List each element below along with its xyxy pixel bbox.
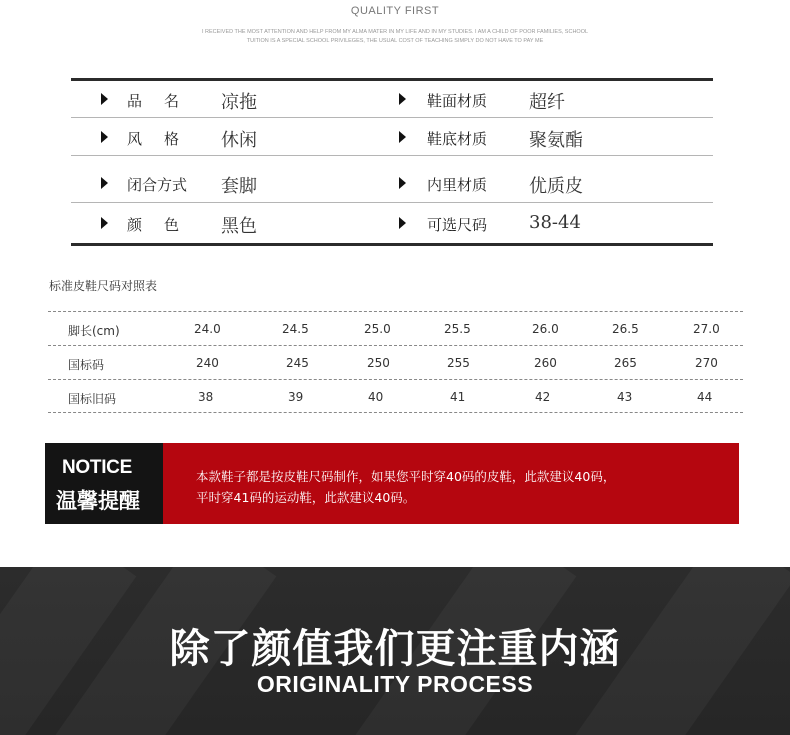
spec-value: 黑色 [221, 216, 257, 237]
notice-title-cn: 温馨提醒 [56, 489, 140, 513]
table-cell: 265 [614, 356, 637, 370]
spec-label: 品名 [127, 92, 202, 110]
table-cell: 40 [368, 390, 384, 404]
spec-row [71, 81, 713, 118]
spec-row [71, 167, 713, 203]
table-cell: 41 [450, 390, 466, 404]
spec-table [71, 78, 713, 246]
table-cell: 27.0 [693, 322, 720, 336]
spec-label: 可选尺码 [427, 216, 488, 234]
table-cell: 25.5 [444, 322, 471, 336]
triangle-right-icon [101, 131, 108, 143]
table-row [48, 379, 743, 413]
triangle-right-icon [101, 177, 108, 189]
table-cell: 38 [198, 390, 214, 404]
spec-label: 内里材质 [427, 176, 488, 194]
notice-text [196, 466, 615, 508]
triangle-right-icon [101, 217, 108, 229]
table-cell: 25.0 [364, 322, 391, 336]
quality-title: QUALITY FIRST [350, 5, 440, 17]
row-label: 国标旧码 [68, 392, 117, 406]
triangle-right-icon [101, 93, 108, 105]
table-cell: 250 [367, 356, 390, 370]
row-label: 国标码 [68, 358, 105, 372]
table-cell: 44 [697, 390, 713, 404]
spec-label: 风格 [127, 130, 202, 148]
table-cell: 245 [286, 356, 309, 370]
notice-badge [45, 443, 163, 524]
triangle-right-icon [399, 177, 406, 189]
notice-title-en: NOTICE [62, 457, 132, 478]
table-cell: 26.0 [532, 322, 559, 336]
row-label: 脚长(cm) [68, 324, 120, 338]
footer-banner [0, 567, 790, 735]
table-cell: 24.0 [194, 322, 221, 336]
triangle-right-icon [399, 93, 406, 105]
table-row [48, 311, 743, 345]
spec-value: 超纤 [529, 92, 565, 113]
table-cell: 255 [447, 356, 470, 370]
table-cell: 26.5 [612, 322, 639, 336]
table-row [48, 345, 743, 379]
spec-value: 38-44 [529, 212, 581, 233]
table-cell: 270 [695, 356, 718, 370]
notice-line: 平时穿41码的运动鞋，此款建议40码。 [196, 490, 416, 505]
spec-value: 凉拖 [221, 92, 257, 113]
triangle-right-icon [399, 131, 406, 143]
table-cell: 39 [288, 390, 304, 404]
footer-title-en: ORIGINALITY PROCESS [256, 671, 534, 697]
spec-value: 休闲 [221, 130, 257, 151]
table-cell: 43 [617, 390, 633, 404]
notice-banner [45, 443, 739, 524]
table-cell: 24.5 [282, 322, 309, 336]
spec-label: 闭合方式 [127, 176, 188, 194]
size-chart-title: 标准皮鞋尺码对照表 [49, 279, 158, 293]
spec-value: 优质皮 [529, 176, 583, 197]
table-cell: 240 [196, 356, 219, 370]
table-cell: 260 [534, 356, 557, 370]
notice-line: 本款鞋子都是按皮鞋尺码制作，如果您平时穿40码的皮鞋，此款建议40码， [196, 469, 616, 484]
spec-label: 鞋底材质 [427, 130, 488, 148]
spec-value: 套脚 [221, 176, 257, 197]
spec-label: 鞋面材质 [427, 92, 488, 110]
spec-row [71, 119, 713, 156]
spec-row [71, 205, 713, 242]
footer-title-cn: 除了颜值我们更注重内涵 [169, 626, 621, 672]
quality-subtext: I RECEIVED THE MOST ATTENTION AND HELP FROM MY ALMA MATER IN MY LIFE AND IN MY STUDIES. I AM A CHILD OF POOR FAMILIES, SCHOOL TUITION IS A SPECIAL SCHOOL PRIVILEGES, THE USUAL COST OF TEACHING SIMPLY DO NOT HAVE TO PAY ME [201, 29, 589, 44]
spec-value: 聚氨酯 [529, 130, 583, 151]
triangle-right-icon [399, 217, 406, 229]
table-cell: 42 [535, 390, 551, 404]
spec-label: 颜色 [127, 216, 202, 234]
